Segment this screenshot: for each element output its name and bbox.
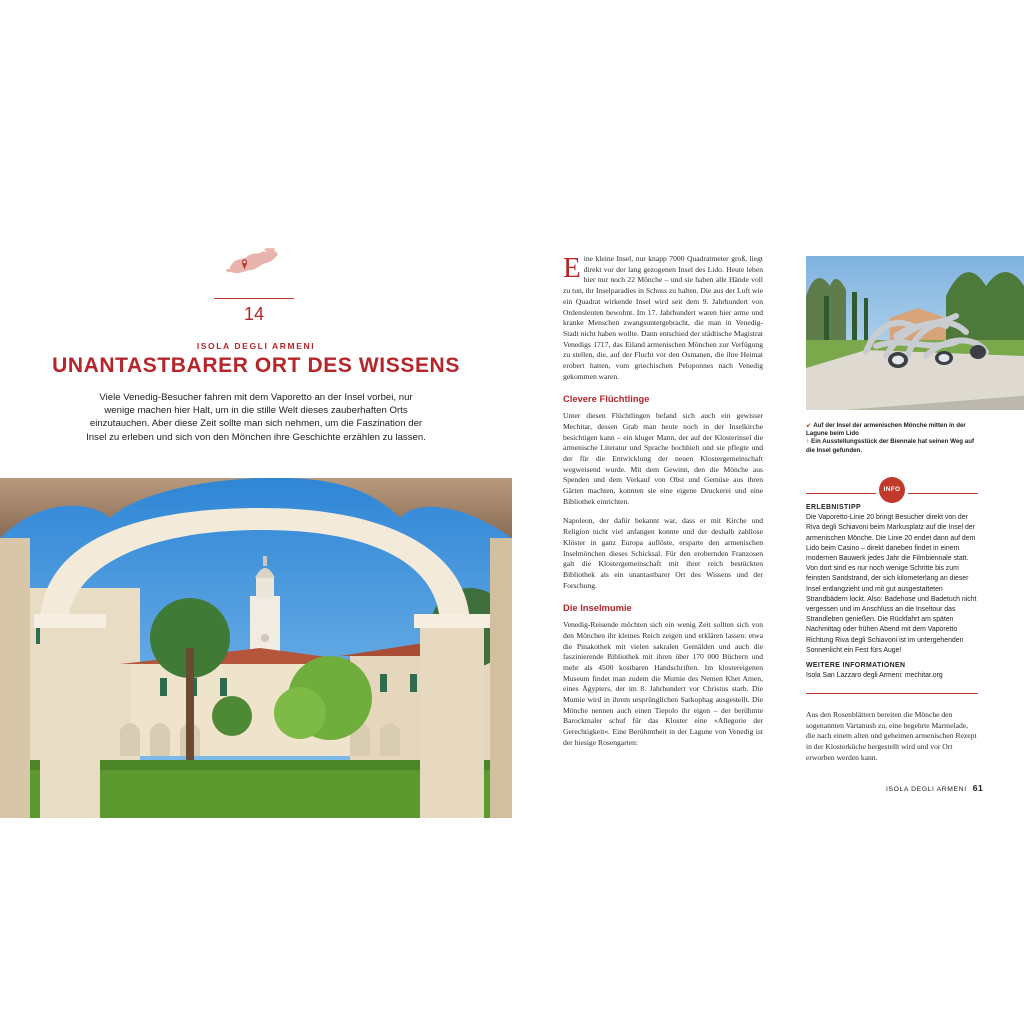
info-badge: INFO [879,477,905,503]
subheading-inselmumie: Die Inselmumie [563,602,632,614]
article-paragraph-4: Venedig-Reisende möchten sich ein wenig Zeit sollten sich von den Mönchen ihr kleines Reich zeigen und erklären lassen: etwa die Pinakothek mit vielen sakralen Gemälden und auch die faszinierende Bibliothek mit ihren über 170 000 Büchern und mehr als 4500 kostbaren Handschriften. Im klostereigenen Museum findet man zudem die Mumie des Nemen Khet Amen, eines Ägypters, der im 8. Jahrhundert vor Christus starb. Die Mumie wird in ihrem ursprünglichen Sarkophag ausgestellt. Die Mönche nennen auch einen Tiepolo ihr eigen – der berühmte Barockmaler schuf für das Kloster eine »Allegorie der Gerechtigkeit«. Eine Berühmtheit in der Lagune von Venedig ist der hiesige Rosengarten: [563,620,763,747]
arrow-up-icon: ↑ [806,438,810,446]
article-paragraph-1: Eine kleine Insel, nur knapp 7000 Quadratmeter groß, liegt direkt vor der lang gezogenen Insel des Lido. Heute leben hier nur noch 22 Mönche – und sie haben alle Hände voll zu tun, ihr Inselparadies in Schuss zu halten. Die aus der Luft wie ein Quadrat wirkende Insel wird seit dem 9. Jahrhundert von Ordensleuten bewohnt. Im 17. Jahrhundert waren hier arme und kranke Menschen zwangsuntergebracht, die man in Venedig-Stadt nicht haben wollte. Dann entschied der städtische Magistrat Venedigs 1717, das Eiland armenischen Mönchen zur Verfügung zu stellen, die, auf der Flucht vor den Osmanen, die ihre Heimat erobert hatten, vom griechischen Peloponnes nach Venedig gekommen waren. [563,252,763,381]
article-paragraph-3: Napoleon, der dafür bekannt war, dass er mit Kirche und Religion nicht viel anfangen konnte und der deshalb zahllose Klöster in ganz Europa auflöste, ersparte den armenischen Inselmönchen dieses Schicksal. Für den erobernden Franzosen galt die Klostergemeinschaft mit ihrer reich bestückten Bibliothek als ein unantastbarer Ort des Wissens und der Forschung. [563,516,763,590]
footer-section: ISOLA DEGLI ARMENI [886,786,967,793]
article-paragraph-2: Unter diesen Flüchtlingen befand sich auch ein gewisser Mechitar, dessen Grab man heute noch in der Inselkirche besichtigen kann – ein kluger Mann, der auf der Klosterinsel die armenische Literatur und Sprache hochhielt und sie pflegte und der für die Entwicklung der neuen Klostergemeinschaft wegweisend wurde. Mit dem Gewinn, den die Mönche aus Spenden und dem Verkauf von Obst und Gemüse aus ihren Gärten machten, konnten sie eine eigene Druckerei und eine Bibliothek einrichten. [563,411,763,506]
drop-cap: E [563,252,581,284]
info-bottom-rule [806,693,978,694]
article-column [563,254,763,758]
more-info-text: Isola San Lazzaro degli Armeni: mechitar.org [806,672,943,680]
info-divider-left [806,493,876,494]
island-map-pin-icon [222,246,282,290]
more-info-label: WEITERE INFORMATIONEN [806,662,906,670]
photo-captions [806,422,976,455]
caption-1: ↙ Auf der Insel der armenischen Mönche mitten in der Lagune beim Lido [806,422,966,438]
chapter-rule [214,298,294,299]
arrow-down-left-icon: ↙ [806,422,812,429]
location-kicker: ISOLA DEGLI ARMENI [196,341,316,351]
page-number: 61 [972,783,984,793]
tip-label: ERLEBNISTIPP [806,504,861,511]
subheading-clevere-fluechtlinge: Clevere Flüchtlinge [563,393,650,405]
biennale-sculpture-photo [806,256,1024,410]
page-footer [886,783,983,793]
info-divider-right [908,493,978,494]
caption-2: ↑ Ein Ausstellungsstück der Biennale hat seinen Weg auf die Insel gefunden. [806,438,975,454]
page-headline: UNANTASTBARER ORT DES WISSENS [52,354,460,377]
chapter-number: 14 [243,304,265,324]
intro-text: Viele Venedig-Besucher fahren mit dem Vaporetto an der Insel vorbei, nur wenige machen hier Halt, um in die stille Welt dieses zauberhaften Orts einzutauchen. Aber diese Zeit sollte man sich nehmen, um die Faszination der Insel zu erleben und sich von den Mönchen ihre Geschichte erzählen zu lassen. [86,392,426,443]
tip-text: Die Vaporetto-Linie 20 bringt Besucher direkt von der Riva degli Schiavoni beim Markusplatz auf die Insel der armenischen Mönche. Die Linie 20 endet dann auf dem Lido beim Casino – direkt daneben findet in einem modernen Bauwerk jedes Jahr die Filmbiennale statt. Von dort sind es nur noch wenige Schritte bis zum feinsten Sandstrand, der sich kilometerlang an dieser Insel entlangzieht und mit gut ausgestatteten Strandbädern lockt. Also: Badehose und Badetuch nicht vergessen und im Anschluss an die Inseltour das Strandleben genießen. Die Rückfahrt am späten Nachmittag oder frühen Abend mit dem Vaporetto Richtung Riva degli Schiavoni ist im untergehenden Sonnenlicht ein Fest fürs Auge! [806,514,977,654]
info-box [806,503,978,681]
closing-paragraph: Aus den Rosenblättern bereiten die Mönche den sogenannten Vartanush zu, eine begehrte Marmelade, die nach einem alten und geheimen armenischen Rezept in der Klosterküche hergestellt wird und vor Ort erworben werden kann. [806,710,977,762]
cloister-photo [0,478,512,818]
